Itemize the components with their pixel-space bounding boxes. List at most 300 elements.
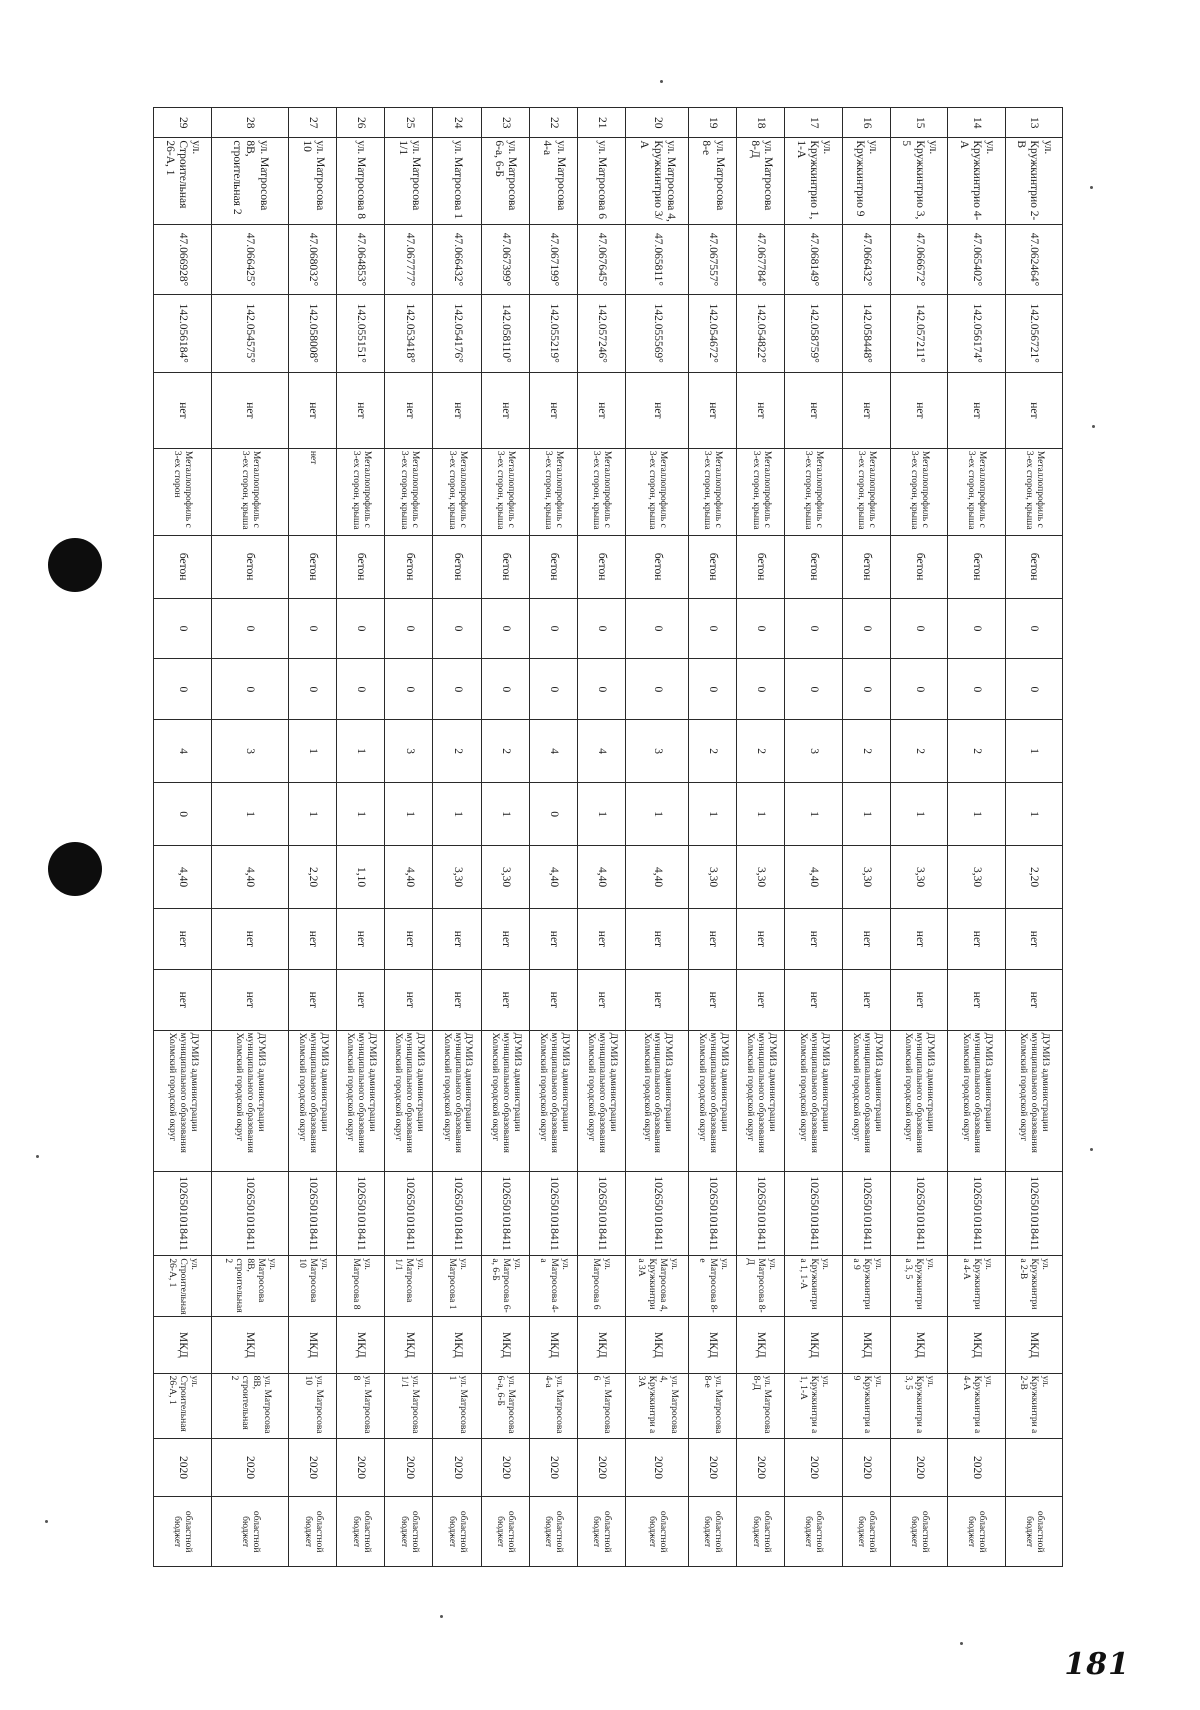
ogrn-cell: 1026501018411 (890, 1171, 947, 1256)
area-cell: 3,30 (433, 846, 481, 909)
count-cell: 0 (688, 659, 736, 720)
area-cell: 4,40 (385, 846, 433, 909)
container-count-cell: 4 (529, 720, 577, 783)
scan-speck (36, 1155, 39, 1158)
object-type-cell: МКД (529, 1317, 577, 1373)
address-cell: ул. Матросова 8-е (688, 138, 736, 225)
object-type-cell: МКД (737, 1317, 785, 1373)
latitude-cell: 47.066432° (433, 225, 481, 294)
base-cell: бетон (890, 535, 947, 598)
row-number: 28 (211, 108, 289, 138)
longitude-cell: 142.056174° (948, 294, 1005, 372)
longitude-cell: 142.057246° (577, 294, 625, 372)
table-row (289, 108, 337, 1567)
base-cell: бетон (842, 535, 890, 598)
ogrn-cell: 1026501018411 (433, 1171, 481, 1256)
flag-cell: нет (529, 909, 577, 970)
table-row (337, 108, 385, 1567)
owner-cell: ДУМИЗ администрации муниципального образования Холмский городской округ (211, 1030, 289, 1171)
count-cell: 0 (481, 659, 529, 720)
container-count-cell: 1 (577, 783, 625, 846)
latitude-cell: 47.067557° (688, 225, 736, 294)
year-cell: 2020 (688, 1438, 736, 1497)
fence-type-cell: Металлопрофиль с 3-ех сторон (154, 448, 212, 535)
fence-type-cell: Металлопрофиль с 3-ех сторон, крыша (337, 448, 385, 535)
address-cell: ул. Матросова 6-а, 6-Б (481, 138, 529, 225)
fence-type-cell: Металлопрофиль с 3-ех сторон, крыша (433, 448, 481, 535)
count-cell: 0 (154, 659, 212, 720)
ogrn-cell: 1026501018411 (688, 1171, 736, 1256)
area-cell: 4,40 (577, 846, 625, 909)
base-cell: бетон (154, 535, 212, 598)
served-address-cell: ул. Кружкинтри а 9 (842, 1373, 890, 1438)
budget-cell: областной бюджет (154, 1497, 212, 1567)
area-cell: 3,30 (948, 846, 1005, 909)
scan-speck (1090, 1148, 1093, 1151)
count-cell: 0 (433, 659, 481, 720)
served-address-cell: ул. Строительная 26-А, 1 (154, 1373, 212, 1438)
source-address-cell: ул. Матросова 4, Кружкинтри а 3А (626, 1256, 689, 1317)
count-cell: 0 (385, 598, 433, 659)
row-number: 26 (337, 108, 385, 138)
container-count-cell: 1 (337, 720, 385, 783)
ogrn-cell: 1026501018411 (948, 1171, 1005, 1256)
base-cell: бетон (433, 535, 481, 598)
cover-cell: нет (385, 372, 433, 448)
base-cell: бетон (626, 535, 689, 598)
count-cell: 0 (842, 659, 890, 720)
fence-type-cell: Металлопрофиль с 3-ех сторон, крыша (481, 448, 529, 535)
address-cell: ул. Матросова 1/1 (385, 138, 433, 225)
count-cell: 0 (289, 598, 337, 659)
served-address-cell: ул. Кружкинтри а 2-В (1005, 1373, 1062, 1438)
count-cell: 0 (289, 659, 337, 720)
container-count-cell: 2 (433, 720, 481, 783)
count-cell: 0 (211, 659, 289, 720)
flag-cell: нет (154, 969, 212, 1030)
base-cell: бетон (385, 535, 433, 598)
flag-cell: нет (626, 969, 689, 1030)
source-address-cell: ул. Матросова 8В, строительная 2 (211, 1256, 289, 1317)
flag-cell: нет (688, 909, 736, 970)
area-cell: 3,30 (842, 846, 890, 909)
cover-cell: нет (890, 372, 947, 448)
area-cell: 4,40 (211, 846, 289, 909)
source-address-cell: ул. Кружкинтри а 2-В (1005, 1256, 1062, 1317)
source-address-cell: ул. Матросова 1/1 (385, 1256, 433, 1317)
flag-cell: нет (626, 909, 689, 970)
flag-cell: нет (785, 969, 842, 1030)
registry-table-rotated (153, 107, 1063, 1567)
container-count-cell: 4 (577, 720, 625, 783)
base-cell: бетон (211, 535, 289, 598)
ogrn-cell: 1026501018411 (785, 1171, 842, 1256)
year-cell: 2020 (154, 1438, 212, 1497)
container-count-cell: 2 (688, 720, 736, 783)
latitude-cell: 47.067199° (529, 225, 577, 294)
year-cell (1005, 1438, 1062, 1497)
flag-cell: нет (688, 969, 736, 1030)
ogrn-cell: 1026501018411 (577, 1171, 625, 1256)
container-count-cell: 1 (481, 783, 529, 846)
latitude-cell: 47.065402° (948, 225, 1005, 294)
row-number: 19 (688, 108, 736, 138)
container-count-cell: 1 (1005, 783, 1062, 846)
container-count-cell: 1 (385, 783, 433, 846)
container-count-cell: 1 (211, 783, 289, 846)
cover-cell: нет (688, 372, 736, 448)
source-address-cell: ул. Матросова 4-а (529, 1256, 577, 1317)
longitude-cell: 142.058448° (842, 294, 890, 372)
flag-cell: нет (948, 909, 1005, 970)
latitude-cell: 47.064853° (337, 225, 385, 294)
longitude-cell: 142.056184° (154, 294, 212, 372)
flag-cell: нет (577, 969, 625, 1030)
budget-cell: областной бюджет (1005, 1497, 1062, 1567)
area-cell: 3,30 (688, 846, 736, 909)
longitude-cell: 142.054575° (211, 294, 289, 372)
owner-cell: ДУМИЗ администрации муниципального образования Холмский городской округ (529, 1030, 577, 1171)
latitude-cell: 47.067784° (737, 225, 785, 294)
container-count-cell: 2 (737, 720, 785, 783)
count-cell: 0 (337, 659, 385, 720)
cover-cell: нет (1005, 372, 1062, 448)
latitude-cell: 47.067645° (577, 225, 625, 294)
flag-cell: нет (890, 969, 947, 1030)
owner-cell: ДУМИЗ администрации муниципального образования Холмский городской округ (1005, 1030, 1062, 1171)
budget-cell: областной бюджет (626, 1497, 689, 1567)
object-type-cell: МКД (626, 1317, 689, 1373)
source-address-cell: ул. Матросова 8 (337, 1256, 385, 1317)
owner-cell: ДУМИЗ администрации муниципального образования Холмский городской округ (433, 1030, 481, 1171)
table-row (626, 108, 689, 1567)
fence-type-cell: Металлопрофиль с 3-ех сторон, крыша (211, 448, 289, 535)
flag-cell: нет (385, 969, 433, 1030)
budget-cell: областной бюджет (211, 1497, 289, 1567)
address-cell: ул. Матросова 10 (289, 138, 337, 225)
longitude-cell: 142.057211° (890, 294, 947, 372)
owner-cell: ДУМИЗ администрации муниципального образования Холмский городской округ (737, 1030, 785, 1171)
object-type-cell: МКД (385, 1317, 433, 1373)
source-address-cell: ул. Кружкинтри а 1, 1-А (785, 1256, 842, 1317)
cover-cell: нет (842, 372, 890, 448)
budget-cell: областной бюджет (481, 1497, 529, 1567)
container-count-cell: 1 (737, 783, 785, 846)
fence-type-cell: Металлопрофиль с 3-ех сторон, крыша (890, 448, 947, 535)
fence-type-cell: Металлопрофиль с 3-ех сторон, крыша (529, 448, 577, 535)
count-cell: 0 (385, 659, 433, 720)
count-cell: 0 (948, 598, 1005, 659)
row-number: 14 (948, 108, 1005, 138)
count-cell: 0 (481, 598, 529, 659)
count-cell: 0 (433, 598, 481, 659)
scan-speck (440, 1615, 443, 1618)
flag-cell: нет (842, 909, 890, 970)
container-count-cell: 1 (433, 783, 481, 846)
scan-speck (960, 1642, 963, 1645)
base-cell: бетон (481, 535, 529, 598)
source-address-cell: ул. Матросова 8-е (688, 1256, 736, 1317)
address-cell: ул. Кружкинтрио 4-А (948, 138, 1005, 225)
flag-cell: нет (737, 909, 785, 970)
served-address-cell: ул. Матросова 4-а (529, 1373, 577, 1438)
served-address-cell: ул. Кружкинтри а 3, 5 (890, 1373, 947, 1438)
year-cell: 2020 (289, 1438, 337, 1497)
year-cell: 2020 (577, 1438, 625, 1497)
page-number: 181 (1064, 1647, 1130, 1682)
count-cell: 0 (1005, 659, 1062, 720)
area-cell: 2,20 (1005, 846, 1062, 909)
flag-cell: нет (948, 969, 1005, 1030)
fence-type-cell: Металлопрофиль с 3-ех сторон, крыша (688, 448, 736, 535)
table-row (948, 108, 1005, 1567)
container-count-cell: 1 (890, 783, 947, 846)
row-number: 23 (481, 108, 529, 138)
cover-cell: нет (154, 372, 212, 448)
address-cell: ул. Матросова 8В, строительная 2 (211, 138, 289, 225)
container-count-cell: 4 (154, 720, 212, 783)
served-address-cell: ул. Матросова 8В, строительная 2 (211, 1373, 289, 1438)
budget-cell: областной бюджет (737, 1497, 785, 1567)
fence-type-cell: Металлопрофиль с 3-ех сторон, крыша (577, 448, 625, 535)
row-number: 29 (154, 108, 212, 138)
source-address-cell: ул. Матросова 8-Д (737, 1256, 785, 1317)
count-cell: 0 (688, 598, 736, 659)
scan-speck (45, 1520, 48, 1523)
container-count-cell: 1 (289, 720, 337, 783)
flag-cell: нет (433, 969, 481, 1030)
object-type-cell: МКД (785, 1317, 842, 1373)
cover-cell: нет (211, 372, 289, 448)
table-row (737, 108, 785, 1567)
budget-cell: областной бюджет (385, 1497, 433, 1567)
table-row (1005, 108, 1062, 1567)
owner-cell: ДУМИЗ администрации муниципального образования Холмский городской округ (385, 1030, 433, 1171)
count-cell: 0 (154, 598, 212, 659)
count-cell: 0 (890, 598, 947, 659)
punch-hole-bottom (48, 842, 102, 896)
row-number: 13 (1005, 108, 1062, 138)
cover-cell: нет (737, 372, 785, 448)
base-cell: бетон (529, 535, 577, 598)
registry-rows (154, 108, 1063, 1567)
fence-type-cell: Металлопрофиль с 3-ех сторон, крыша (626, 448, 689, 535)
flag-cell: нет (1005, 909, 1062, 970)
budget-cell: областной бюджет (433, 1497, 481, 1567)
fence-type-cell: нет (289, 448, 337, 535)
container-count-cell: 3 (211, 720, 289, 783)
longitude-cell: 142.055569° (626, 294, 689, 372)
latitude-cell: 47.066928° (154, 225, 212, 294)
owner-cell: ДУМИЗ администрации муниципального образования Холмский городской округ (890, 1030, 947, 1171)
cover-cell: нет (785, 372, 842, 448)
row-number: 24 (433, 108, 481, 138)
container-count-cell: 1 (785, 783, 842, 846)
cover-cell: нет (481, 372, 529, 448)
ogrn-cell: 1026501018411 (842, 1171, 890, 1256)
budget-cell: областной бюджет (688, 1497, 736, 1567)
row-number: 20 (626, 108, 689, 138)
count-cell: 0 (577, 659, 625, 720)
container-count-cell: 0 (529, 783, 577, 846)
base-cell: бетон (948, 535, 1005, 598)
year-cell: 2020 (337, 1438, 385, 1497)
container-count-cell: 0 (154, 783, 212, 846)
flag-cell: нет (385, 909, 433, 970)
address-cell: ул. Кружкинтрио 9 (842, 138, 890, 225)
object-type-cell: МКД (433, 1317, 481, 1373)
owner-cell: ДУМИЗ администрации муниципального образования Холмский городской округ (337, 1030, 385, 1171)
ogrn-cell: 1026501018411 (626, 1171, 689, 1256)
table-row (211, 108, 289, 1567)
source-address-cell: ул. Строительная 26-А, 1 (154, 1256, 212, 1317)
budget-cell: областной бюджет (842, 1497, 890, 1567)
area-cell: 4,40 (785, 846, 842, 909)
base-cell: бетон (688, 535, 736, 598)
latitude-cell: 47.068149° (785, 225, 842, 294)
object-type-cell: МКД (577, 1317, 625, 1373)
longitude-cell: 142.054176° (433, 294, 481, 372)
budget-cell: областной бюджет (577, 1497, 625, 1567)
owner-cell: ДУМИЗ администрации муниципального образования Холмский городской округ (842, 1030, 890, 1171)
source-address-cell: ул. Кружкинтри а 3, 5 (890, 1256, 947, 1317)
count-cell: 0 (842, 598, 890, 659)
latitude-cell: 47.066425° (211, 225, 289, 294)
served-address-cell: ул. Матросова 8 (337, 1373, 385, 1438)
row-number: 21 (577, 108, 625, 138)
latitude-cell: 47.067399° (481, 225, 529, 294)
longitude-cell: 142.058008° (289, 294, 337, 372)
budget-cell: областной бюджет (337, 1497, 385, 1567)
table-row (433, 108, 481, 1567)
count-cell: 0 (890, 659, 947, 720)
flag-cell: нет (289, 909, 337, 970)
table-row (529, 108, 577, 1567)
longitude-cell: 142.054822° (737, 294, 785, 372)
table-row (785, 108, 842, 1567)
source-address-cell: ул. Матросова 6-а, 6-Б (481, 1256, 529, 1317)
container-count-cell: 3 (385, 720, 433, 783)
cover-cell: нет (948, 372, 1005, 448)
object-type-cell: МКД (688, 1317, 736, 1373)
longitude-cell: 142.054672° (688, 294, 736, 372)
source-address-cell: ул. Кружкинтри а 9 (842, 1256, 890, 1317)
base-cell: бетон (785, 535, 842, 598)
flag-cell: нет (337, 969, 385, 1030)
container-count-cell: 2 (948, 720, 1005, 783)
owner-cell: ДУМИЗ администрации муниципального образования Холмский городской округ (289, 1030, 337, 1171)
source-address-cell: ул. Матросова 10 (289, 1256, 337, 1317)
ogrn-cell: 1026501018411 (737, 1171, 785, 1256)
longitude-cell: 142.058759° (785, 294, 842, 372)
address-cell: ул. Строительная 26-А, 1 (154, 138, 212, 225)
owner-cell: ДУМИЗ администрации муниципального образования Холмский городской округ (154, 1030, 212, 1171)
ogrn-cell: 1026501018411 (337, 1171, 385, 1256)
fence-type-cell: Металлопрофиль с 3-ех сторон, крыша (385, 448, 433, 535)
container-count-cell: 1 (289, 783, 337, 846)
year-cell: 2020 (481, 1438, 529, 1497)
owner-cell: ДУМИЗ администрации муниципального образования Холмский городской округ (688, 1030, 736, 1171)
row-number: 18 (737, 108, 785, 138)
owner-cell: ДУМИЗ администрации муниципального образования Холмский городской округ (626, 1030, 689, 1171)
scan-speck (1092, 425, 1095, 428)
address-cell: ул. Кружкинтрио 3, 5 (890, 138, 947, 225)
served-address-cell: ул. Матросова 8-е (688, 1373, 736, 1438)
area-cell: 1,10 (337, 846, 385, 909)
area-cell: 4,40 (529, 846, 577, 909)
flag-cell: нет (337, 909, 385, 970)
served-address-cell: ул. Матросова 8-Д (737, 1373, 785, 1438)
longitude-cell: 142.058110° (481, 294, 529, 372)
table-row (154, 108, 212, 1567)
budget-cell: областной бюджет (948, 1497, 1005, 1567)
year-cell: 2020 (785, 1438, 842, 1497)
address-cell: ул. Матросова 4-а (529, 138, 577, 225)
container-count-cell: 3 (626, 720, 689, 783)
count-cell: 0 (211, 598, 289, 659)
container-count-cell: 2 (481, 720, 529, 783)
latitude-cell: 47.062464° (1005, 225, 1062, 294)
ogrn-cell: 1026501018411 (211, 1171, 289, 1256)
table-row (385, 108, 433, 1567)
object-type-cell: МКД (1005, 1317, 1062, 1373)
cover-cell: нет (577, 372, 625, 448)
row-number: 25 (385, 108, 433, 138)
owner-cell: ДУМИЗ администрации муниципального образования Холмский городской округ (948, 1030, 1005, 1171)
fence-type-cell: Металлопрофиль с 3-ех сторон, крыша (842, 448, 890, 535)
flag-cell: нет (785, 909, 842, 970)
area-cell: 3,30 (890, 846, 947, 909)
year-cell: 2020 (890, 1438, 947, 1497)
ogrn-cell: 1026501018411 (529, 1171, 577, 1256)
row-number: 27 (289, 108, 337, 138)
source-address-cell: ул. Матросова 1 (433, 1256, 481, 1317)
count-cell: 0 (577, 598, 625, 659)
container-count-cell: 1 (688, 783, 736, 846)
scan-speck (1090, 186, 1093, 189)
object-type-cell: МКД (337, 1317, 385, 1373)
container-count-cell: 2 (842, 720, 890, 783)
address-cell: ул. Матросова 8 (337, 138, 385, 225)
area-cell: 4,40 (154, 846, 212, 909)
flag-cell: нет (529, 969, 577, 1030)
fence-type-cell: Металлопрофиль с 3-ех сторон, крыша (1005, 448, 1062, 535)
flag-cell: нет (1005, 969, 1062, 1030)
count-cell: 0 (737, 598, 785, 659)
container-count-cell: 1 (337, 783, 385, 846)
base-cell: бетон (289, 535, 337, 598)
year-cell: 2020 (385, 1438, 433, 1497)
count-cell: 0 (626, 598, 689, 659)
year-cell: 2020 (433, 1438, 481, 1497)
served-address-cell: ул. Матросова 1/1 (385, 1373, 433, 1438)
scan-speck (660, 80, 663, 83)
flag-cell: нет (577, 909, 625, 970)
longitude-cell: 142.055219° (529, 294, 577, 372)
year-cell: 2020 (211, 1438, 289, 1497)
area-cell: 3,30 (481, 846, 529, 909)
budget-cell: областной бюджет (785, 1497, 842, 1567)
address-cell: ул. Кружкинтрио 1, 1-А (785, 138, 842, 225)
longitude-cell: 142.056721° (1005, 294, 1062, 372)
area-cell: 3,30 (737, 846, 785, 909)
flag-cell: нет (481, 969, 529, 1030)
budget-cell: областной бюджет (890, 1497, 947, 1567)
flag-cell: нет (433, 909, 481, 970)
source-address-cell: ул. Кружкинтри а 4-А (948, 1256, 1005, 1317)
fence-type-cell: Металлопрофиль с 3-ех сторон, крыша (948, 448, 1005, 535)
longitude-cell: 142.055151° (337, 294, 385, 372)
